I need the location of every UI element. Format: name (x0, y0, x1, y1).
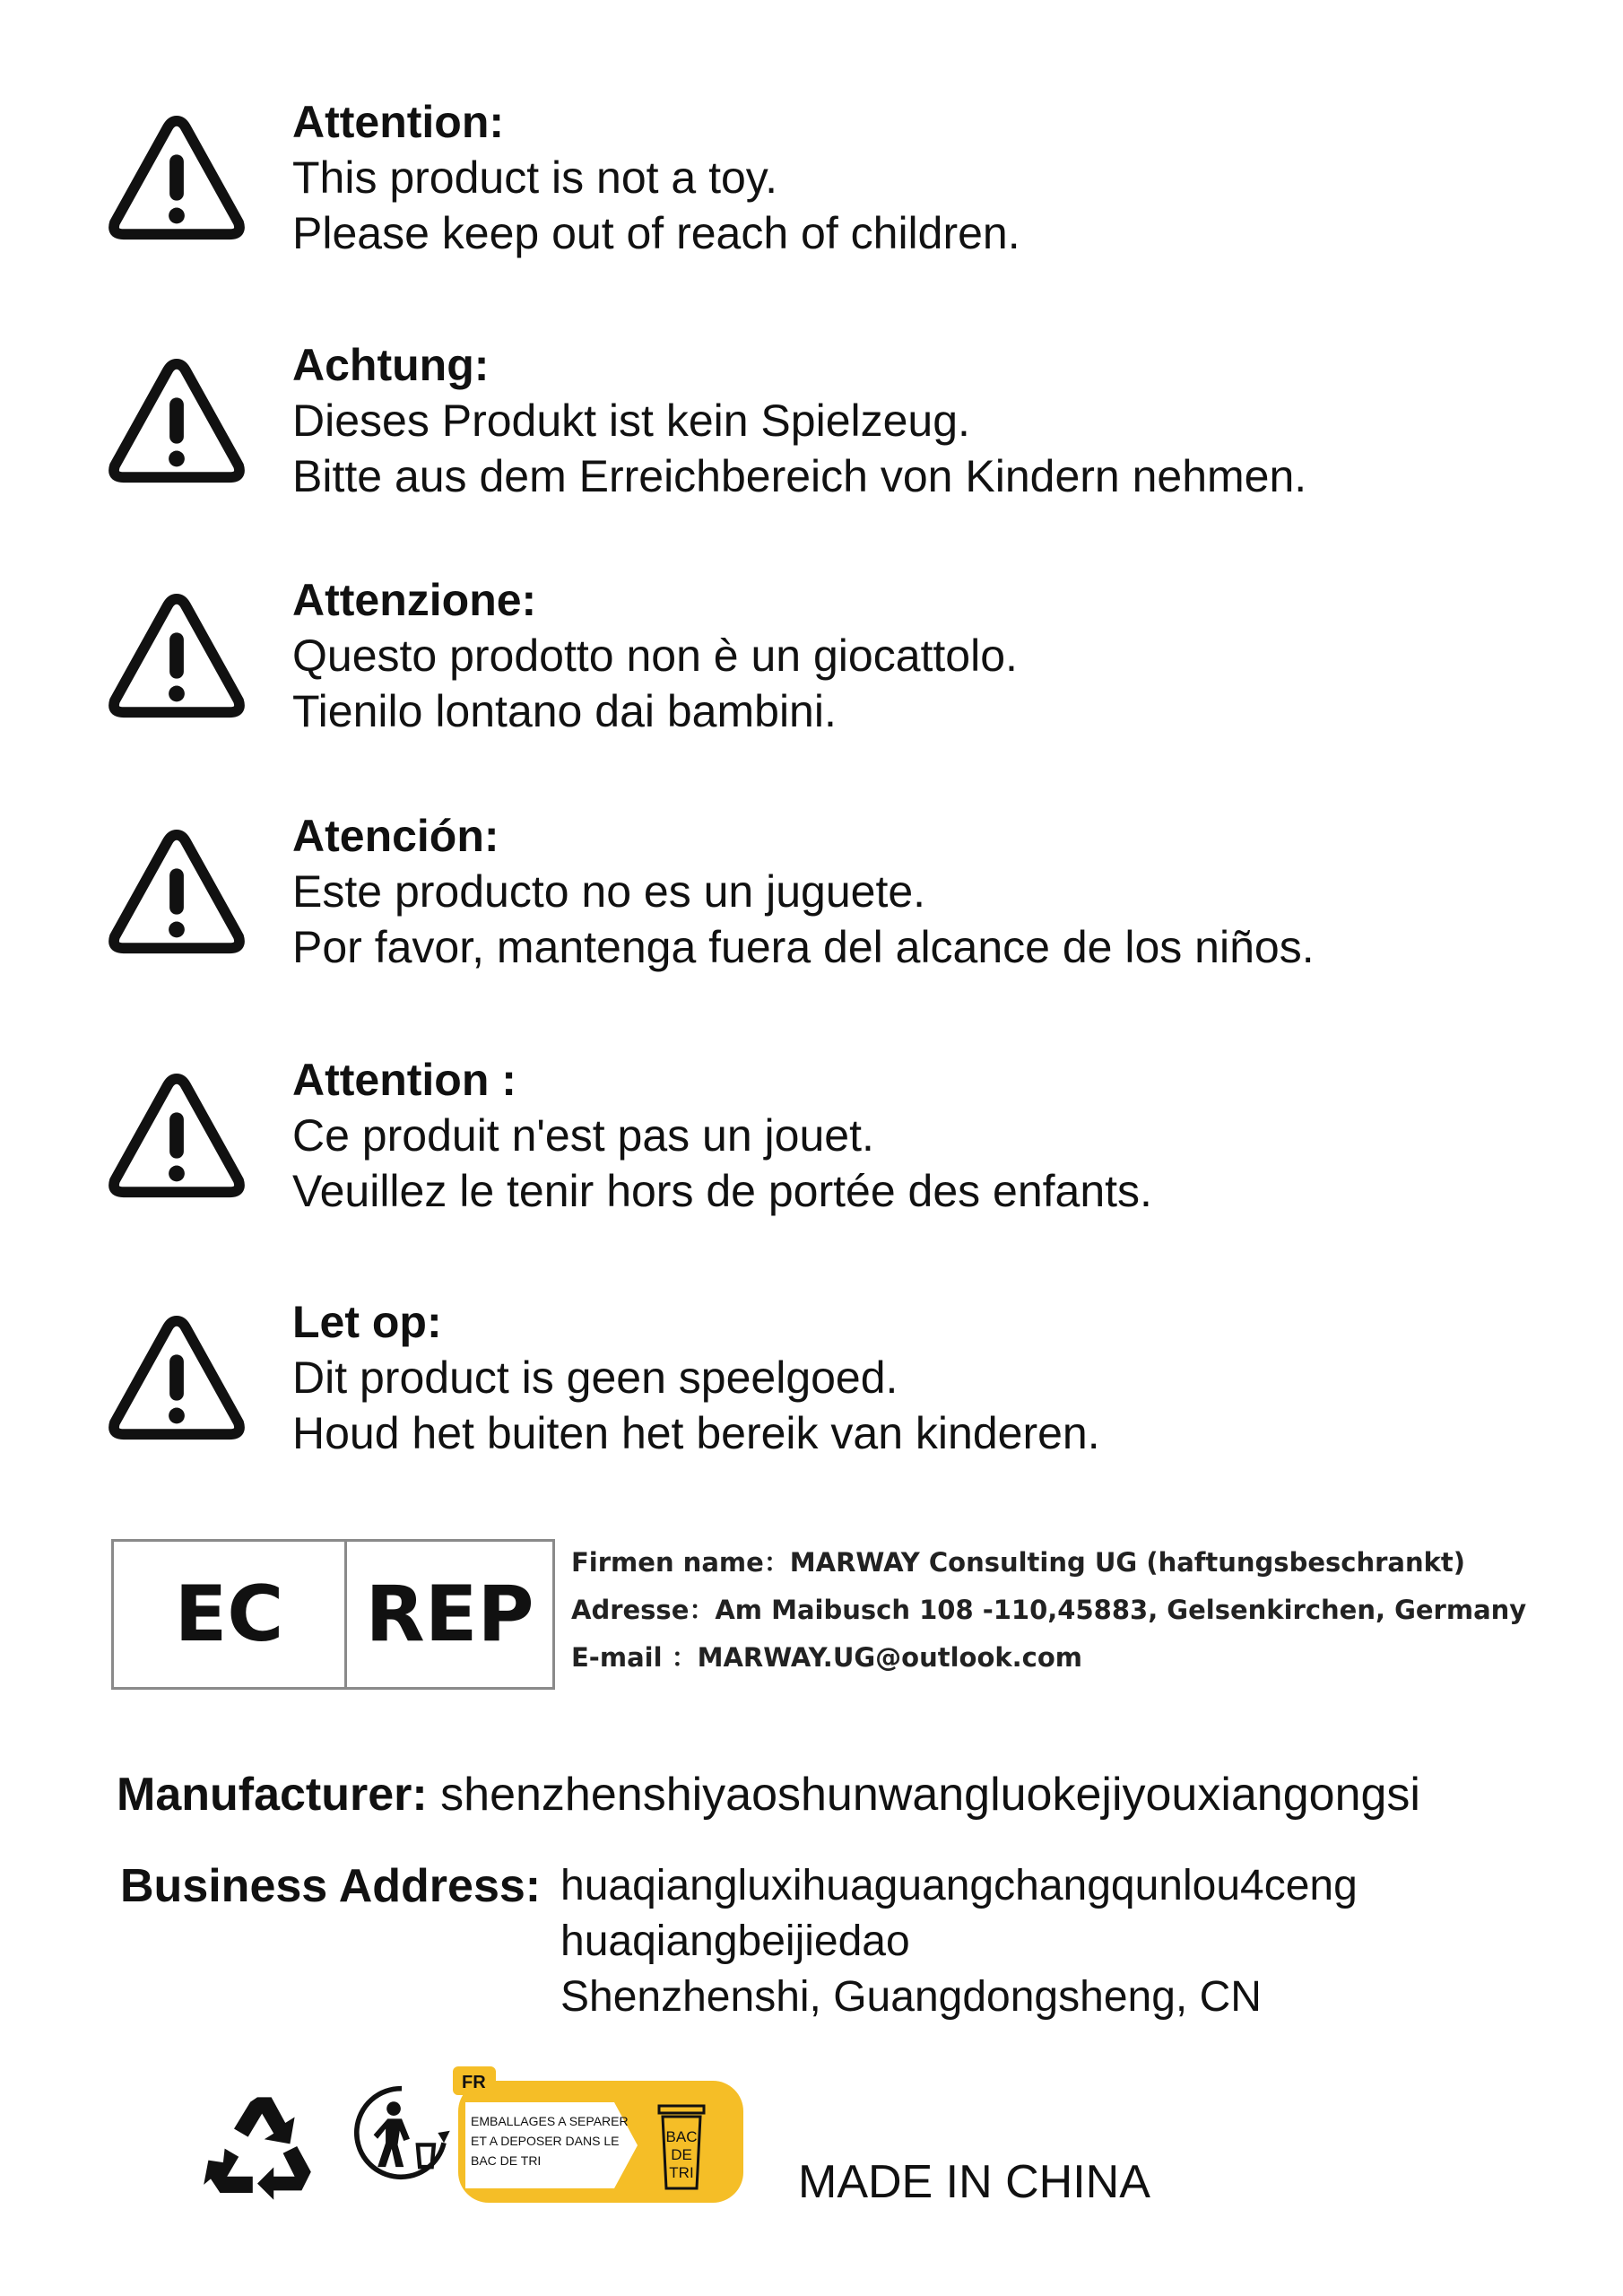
warning-line: Este producto no es un juguete. (292, 866, 926, 917)
warning-triangle-icon (106, 826, 247, 959)
warning-block-es (0, 808, 1623, 987)
warning-heading: Atención: (292, 811, 499, 861)
warning-block-de (0, 337, 1623, 517)
recycle-icon (199, 2088, 316, 2205)
ec-label: EC (114, 1542, 347, 1687)
manufacturer-label: Manufacturer: (117, 1769, 428, 1821)
manufacturer (117, 1767, 1420, 1822)
bin-text: BAC (665, 2128, 698, 2145)
warning-triangle-icon (106, 355, 247, 488)
warning-line: Please keep out of reach of children. (292, 208, 1020, 258)
address-line: Shenzhenshi, Guangdongsheng, CN (560, 1973, 1262, 2021)
manufacturer-value: shenzhenshiyaoshunwangluokejiyouxiangongsi (440, 1769, 1420, 1821)
warning-triangle-icon (106, 1312, 247, 1445)
triman-text-line: ET A DEPOSER DANS LE (471, 2134, 620, 2148)
firm-email: E-mail ：MARWAY.UG@outlook.com (571, 1642, 1083, 1673)
warning-heading: Let op: (292, 1297, 442, 1347)
warning-line: Dieses Produkt ist kein Spielzeug. (292, 396, 970, 446)
warning-block-en (0, 94, 1623, 274)
warning-line: Ce produit n'est pas un jouet. (292, 1110, 874, 1161)
warning-line: Houd het buiten het bereik van kinderen. (292, 1408, 1100, 1458)
triman-text-line: EMBALLAGES A SEPARER (471, 2114, 629, 2128)
business-address-label-row (120, 1858, 541, 1914)
business-address-lines (560, 1858, 1358, 2025)
warning-line: Bitte aus dem Erreichbereich von Kindern nehmen. (292, 451, 1307, 501)
warning-line: Por favor, mantenga fuera del alcance de los niños. (292, 922, 1315, 972)
tidyman-icon (352, 2083, 452, 2183)
business-address-label: Business Address: (120, 1860, 542, 1912)
rep-label: REP (365, 1570, 534, 1659)
made-in-label: MADE IN CHINA (798, 2156, 1150, 2208)
address-line: huaqiangluxihuaguangchangqunlou4ceng (560, 1862, 1358, 1909)
bin-text: DE (671, 2146, 692, 2163)
warning-triangle-icon (106, 590, 247, 723)
ec-rep-info (571, 1539, 1526, 1682)
warning-triangle-icon (106, 112, 247, 245)
triman-text-line: BAC DE TRI (471, 2153, 542, 2168)
warning-heading: Attention: (292, 97, 505, 147)
warning-block-fr (0, 1052, 1623, 1231)
bin-text: TRI (669, 2164, 694, 2181)
triman-country: FR (462, 2073, 486, 2092)
warning-line: This product is not a toy. (292, 152, 777, 203)
triman-logo (453, 2066, 747, 2206)
warning-heading: Achtung: (292, 340, 490, 390)
warning-block-it (0, 572, 1623, 752)
warning-line: Veuillez le tenir hors de portée des enfants. (292, 1166, 1152, 1216)
firm-name: Firmen name：MARWAY Consulting UG (haftungsbeschrankt) (571, 1547, 1466, 1578)
ec-rep-box (111, 1539, 555, 1690)
warning-line: Questo prodotto non è un giocattolo. (292, 631, 1018, 681)
warning-triangle-icon (106, 1070, 247, 1203)
warning-heading: Attention : (292, 1055, 516, 1105)
warning-line: Tienilo lontano dai bambini. (292, 686, 837, 736)
warning-line: Dit product is geen speelgoed. (292, 1352, 898, 1403)
warning-heading: Attenzione: (292, 575, 537, 625)
warning-block-nl (0, 1294, 1623, 1474)
firm-address: Adresse：Am Maibusch 108 -110,45883, Gelsenkirchen, Germany (571, 1595, 1527, 1625)
address-line: huaqiangbeijiedao (560, 1918, 910, 1965)
